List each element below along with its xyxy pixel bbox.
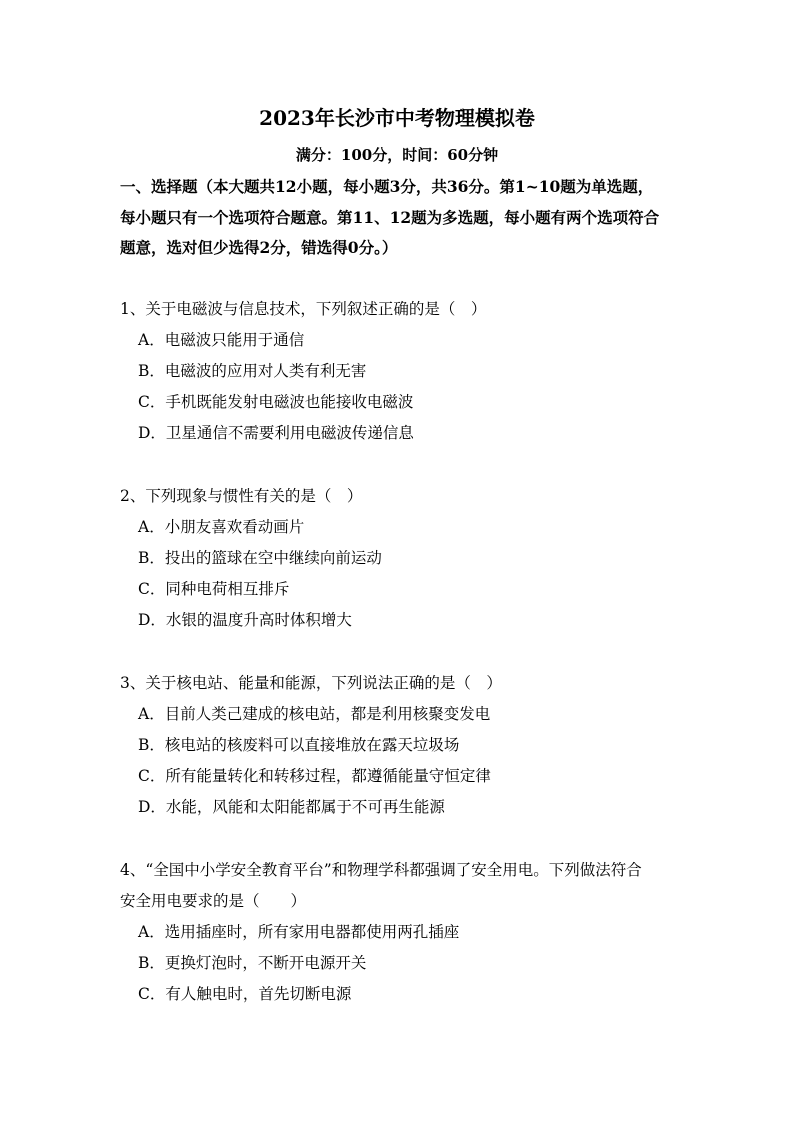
option-c: C．有人触电时，首先切断电源 [138, 985, 352, 1003]
option-c: C．同种电荷相互排斥 [138, 580, 290, 598]
exam-title: 2023年长沙市中考物理模拟卷 [259, 106, 535, 130]
question-stem-line-1: 4、“全国中小学安全教育平台”和物理学科都强调了安全用电。下列做法符合 [120, 861, 642, 879]
question-2 [120, 481, 680, 636]
question-stem: 2、下列现象与惯性有关的是（ ） [120, 487, 363, 505]
question-stem-line-2: 安全用电要求的是（ ） [120, 892, 307, 910]
option-a: A．选用插座时，所有家用电器都使用两孔插座 [138, 923, 460, 941]
option-b: B．投出的篮球在空中继续向前运动 [138, 549, 382, 567]
section-line-1: 一、选择题（本大题共12小题，每小题3分，共36分。第1~10题为单选题， [120, 177, 654, 196]
option-a: A．小朋友喜欢看动画片 [138, 518, 305, 536]
exam-subtitle: 满分：100分，时间：60分钟 [295, 146, 499, 164]
option-c: C．手机既能发射电磁波也能接收电磁波 [138, 393, 414, 411]
section-line-2: 每小题只有一个选项符合题意。第11、12题为多选题，每小题有两个选项符合 [120, 207, 660, 227]
question-stem: 1、关于电磁波与信息技术，下列叙述正确的是（ ） [120, 300, 487, 318]
option-b: B．电磁波的应用对人类有利无害 [138, 362, 367, 380]
section-instructions [120, 172, 680, 264]
question-1 [120, 294, 680, 449]
question-stem: 3、关于核电站、能量和能源，下列说法正确的是（ ） [120, 674, 502, 692]
question-3 [120, 668, 680, 823]
option-d: D．水银的温度升高时体积增大 [138, 611, 352, 629]
option-c: C．所有能量转化和转移过程，都遵循能量守恒定律 [138, 767, 491, 785]
question-4 [120, 855, 680, 1010]
option-a: A．目前人类己建成的核电站，都是利用核聚变发电 [138, 705, 491, 723]
section-line-3: 题意，选对但少选得2分，错选得0分。） [120, 238, 398, 257]
option-a: A．电磁波只能用于通信 [138, 331, 305, 349]
option-d: D．卫星通信不需要利用电磁波传递信息 [138, 424, 414, 442]
option-d: D．水能，风能和太阳能都属于不可再生能源 [138, 798, 445, 816]
option-b: B．核电站的核废料可以直接堆放在露天垃圾场 [138, 736, 460, 754]
option-b: B．更换灯泡时，不断开电源开关 [138, 954, 367, 972]
